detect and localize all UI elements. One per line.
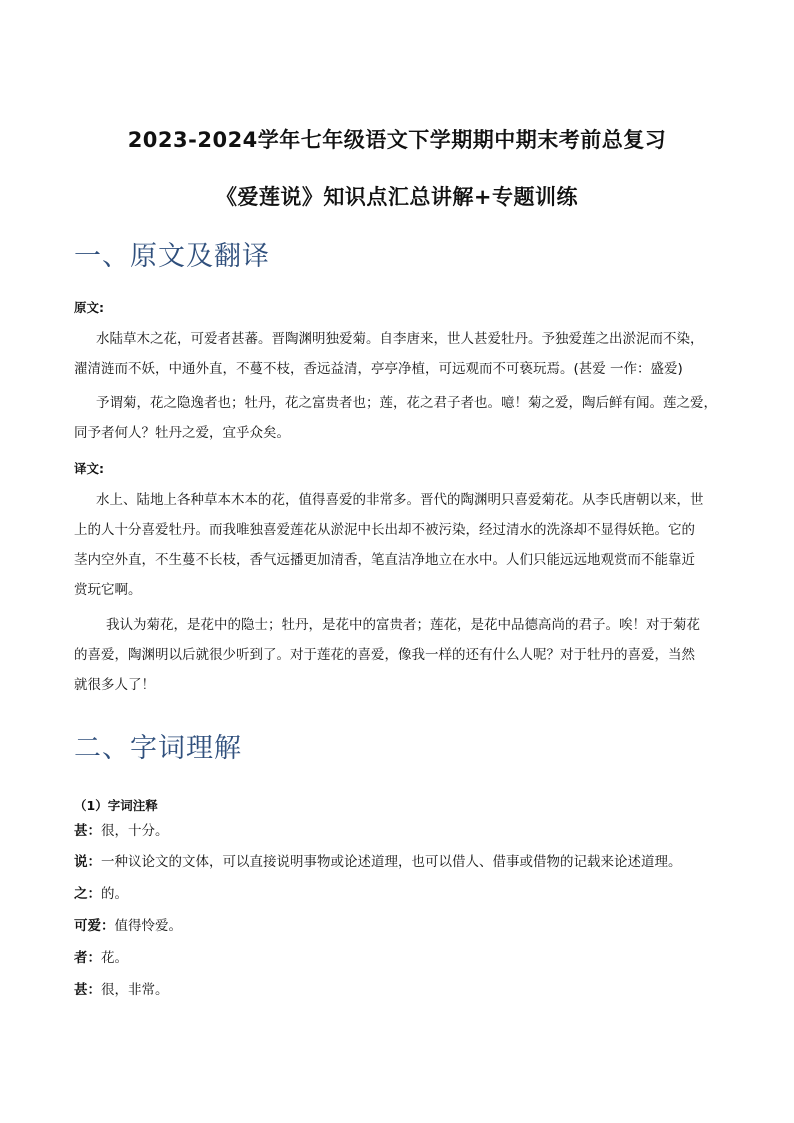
word-definition: 很，十分。 [101, 823, 169, 839]
original-label: 原文: [74, 300, 104, 315]
word-term: 甚： [74, 982, 101, 998]
word-term: 甚： [74, 823, 101, 839]
translation-label: 译文: [74, 461, 104, 476]
document-subtitle: 《爱莲说》知识点汇总讲解+专题训练 [215, 185, 579, 209]
text-line: 予谓菊，花之隐逸者也；牡丹，花之富贵者也；莲，花之君子者也。噫！菊之爱，陶后鲜有闻。莲之爱， [96, 395, 717, 411]
word-entry [74, 884, 128, 904]
word-term: 说： [74, 854, 101, 870]
text-line: 上的人十分喜爱牡丹。而我唯独喜爱莲花从淤泥中长出却不被污染，经过清水的洗涤却不显得妖艳。它的 [74, 522, 695, 538]
original-paragraph-2 [74, 388, 724, 448]
text-line: 赏玩它啊。 [74, 582, 142, 598]
translation-paragraph-2 [74, 610, 724, 700]
word-term: 之： [74, 886, 101, 902]
text-line: 水陆草木之花，可爱者甚蕃。晋陶渊明独爱菊。自李唐来，世人甚爱牡丹。予独爱莲之出淤泥而不染， [96, 331, 704, 347]
word-notes-label: （1）字词注释 [74, 798, 158, 813]
section-heading-original-translation: 一、原文及翻译 [74, 241, 270, 272]
word-entry [74, 821, 169, 841]
text-line: 水上、陆地上各种草本木本的花，值得喜爱的非常多。晋代的陶渊明只喜爱菊花。从李氏唐朝以来，世 [96, 492, 704, 508]
text-line: 同予者何人？牡丹之爱，宜乎众矣。 [74, 425, 290, 441]
text-line: 的喜爱，陶渊明以后就很少听到了。对于莲花的喜爱，像我一样的还有什么人呢？对于牡丹的喜爱，当然 [74, 647, 695, 663]
word-entry [74, 948, 128, 968]
word-definition: 值得怜爱。 [114, 918, 182, 934]
original-paragraph-1 [74, 324, 724, 384]
document-title: 2023-2024学年七年级语文下学期期中期末考前总复习 [127, 128, 667, 152]
word-definition: 很，非常。 [101, 982, 169, 998]
word-definition: 花。 [101, 950, 128, 966]
word-entry [74, 916, 182, 936]
translation-paragraph-1 [74, 485, 724, 605]
word-term: 者： [74, 950, 101, 966]
word-term: 可爱： [74, 918, 115, 934]
text-line: 我认为菊花，是花中的隐士；牡丹，是花中的富贵者；莲花，是花中品德高尚的君子。唉！对于菊花 [106, 617, 700, 633]
word-definition: 的。 [101, 886, 128, 902]
text-line: 茎内空外直，不生蔓不长枝，香气远播更加清香，笔直洁净地立在水中。人们只能远远地观赏而不能靠近 [74, 552, 695, 568]
word-definition: 一种议论文的文体，可以直接说明事物或论述道理，也可以借人、借事或借物的记载来论述道理。 [101, 854, 682, 870]
section-heading-word-understanding: 二、字词理解 [74, 733, 242, 764]
text-line: 濯清涟而不妖，中通外直，不蔓不枝，香远益清，亭亭净植，可远观而不可亵玩焉。(甚爱 一作：盛爱) [74, 361, 683, 377]
word-entry [74, 852, 682, 872]
word-entry [74, 980, 169, 1000]
text-line: 就很多人了！ [74, 677, 155, 693]
